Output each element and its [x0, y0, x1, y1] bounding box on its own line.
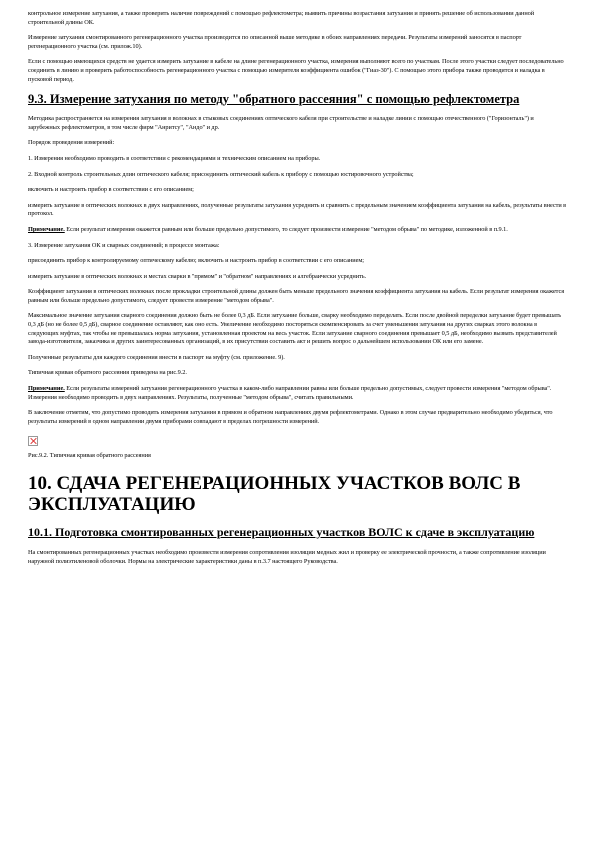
- paragraph: 3. Измерение затухания ОК и сварных соединений; в процессе монтажа:: [28, 241, 220, 249]
- paragraph: Если с помощью имеющихся средств не удается измерить затухание в кабеле на длине регенерационного участка, измерения выполняют всего по участкам. После этого участки следует последовательно соединить в линию и проверить работоспособность регенерационного участка с помощью измерителя коэффициента ошибок ("Гиаз-30"). С помощью этого прибора также проводится и наладка в пусковой период.: [28, 58, 564, 83]
- paragraph: измерить затухание в оптических волокнах в двух направлениях, полученные результаты затухания усреднить и сравнить с предельным значением коэффициента затухания на кабель, результаты внести в протокол.: [28, 201, 567, 218]
- paragraph: Коэффициент затухания в оптических волокнах после прокладки строительной длины должен быть меньше предельного значения коэффициента затухания на кабель. Если результат измерения окажется равным или больше предельно допустимого, следует провести измерение "методом обрыва".: [28, 288, 565, 304]
- figure-caption: Рис.9.2. Типичная кривая обратного рассеяния: [28, 452, 151, 460]
- paragraph: Методика распространяется на измерения затухания в волокнах в стыковых соединениях оптического кабеля при строительстве и наладке линии с помощью отечественного ("Горизонталь") и зарубежных рефлектометров, в том числе фирм "Анритсу", "Андо" и др.: [28, 115, 534, 131]
- section-heading-9-3: 9.3. Измерение затухания по методу "обратного рассеяния" с помощью рефлектометра: [28, 92, 520, 107]
- paragraph: 1. Измерения необходимо проводить в соответствии с рекомендациями и техническим описанием на приборы.: [28, 154, 321, 162]
- paragraph: измерить затухание в оптических волокнах и местах сварки в "прямом" и "обратном" направлениях и алгебраически усреднить.: [28, 272, 367, 280]
- broken-image-icon: [28, 436, 38, 446]
- paragraph: включить и настроить прибор в соответствии с его описанием;: [28, 186, 194, 194]
- paragraph: На смонтированных регенерационных участках необходимо произвести измерения сопротивления изоляции медных жил и проверку ее электрической прочности, а также сопротивление изоляции наружной полиэтиленовой оболочки. Нормы на электрические характеристики даны в п.3.7 настоящего Руководства.: [28, 549, 546, 565]
- paragraph: Полученные результаты для каждого соединения внести в паспорт на муфту (см. приложение. 9).: [28, 353, 285, 361]
- paragraph: Порядок проведения измерений:: [28, 139, 115, 147]
- note-label: Примечание.: [28, 385, 65, 393]
- note-text: Если результат измерения окажется равным или больше предельно допустимого, то следует произвести измерение "методом обрыва" по методике, изложенной в п.9.1.: [64, 225, 508, 233]
- section-heading-10-1: 10.1. Подготовка смонтированных регенерационных участков ВОЛС к сдаче в эксплуатацию: [28, 525, 535, 539]
- paragraph: Типичная кривая обратного рассеяния приведена на рис.9.2.: [28, 369, 187, 377]
- note-label: Примечание.: [28, 225, 65, 233]
- paragraph: присоединить прибор к контролируемому оптическому кабелю; включить и настроить прибор в соответствии с его описанием;: [28, 257, 364, 265]
- note-paragraph: [28, 226, 567, 235]
- paragraph: Максимальное значение затухания сварного соединения должно быть не более 0,3 дБ. Если затухание больше, сварку необходимо переделать. Если после двойной переделки затухание будет превышать 0,3 дБ (но не более 0,5 дБ), сварное соединение оставляют, как оно есть. Увеличение необходимо посторяться скомпенсировать за счет уменьшения затухания на других сварках этого волокна в следующих муфтах, так чтобы не превышалась норма затухания, установленная проектом на весь участок. Если затухание сварного соединения превышает 0,5 дБ, необходимо вызвать представителей завода-изготовителя, заказчика и других заинтересованных организаций, в их присутствии составить акт и решить вопрос о дальнейшем использовании ОК или его замене.: [28, 312, 562, 346]
- paragraph: В заключение отметим, что допустимо проводить измерения затухания в прямом и обратном направлениях двумя рефлектометрами. Однако в этом случае предварительно необходимо убедиться, что результаты измерений в одном направлении двумя приборами совпадают в пределах погрешности измерений.: [28, 409, 553, 425]
- paragraph: Измерение затухания смонтированного регенерационного участка производится по описанной выше методике в обоих направлениях передачи. Результаты измерений заносятся в паспорт регенерационного участка (см. прилож.10).: [28, 34, 522, 50]
- note-text: Если результаты измерений затухания регенерационного участка в каком-либо направлении равны или больше предельно допустимых, следует провести измерения "методом обрыва". Измерения необходимо проводить в двух направлениях. Результаты, полученные "методом обрыва", считать правильными.: [28, 385, 552, 401]
- chapter-heading-10: 10. СДАЧА РЕГЕНЕРАЦИОННЫХ УЧАСТКОВ ВОЛС В ЭКСПЛУАТАЦИЮ: [28, 473, 521, 515]
- paragraph: контрольное измерение затухания, а также проверить наличие повреждений с помощью рефлектометра; выявить причины возрастания затухания и принять решение об использовании данной строительной длины ОК.: [28, 10, 535, 26]
- note-paragraph: [28, 385, 567, 402]
- paragraph: 2. Входной контроль строительных длин оптического кабеля; присоединить оптический кабель к прибору с помощью юстировочного устройства;: [28, 170, 414, 178]
